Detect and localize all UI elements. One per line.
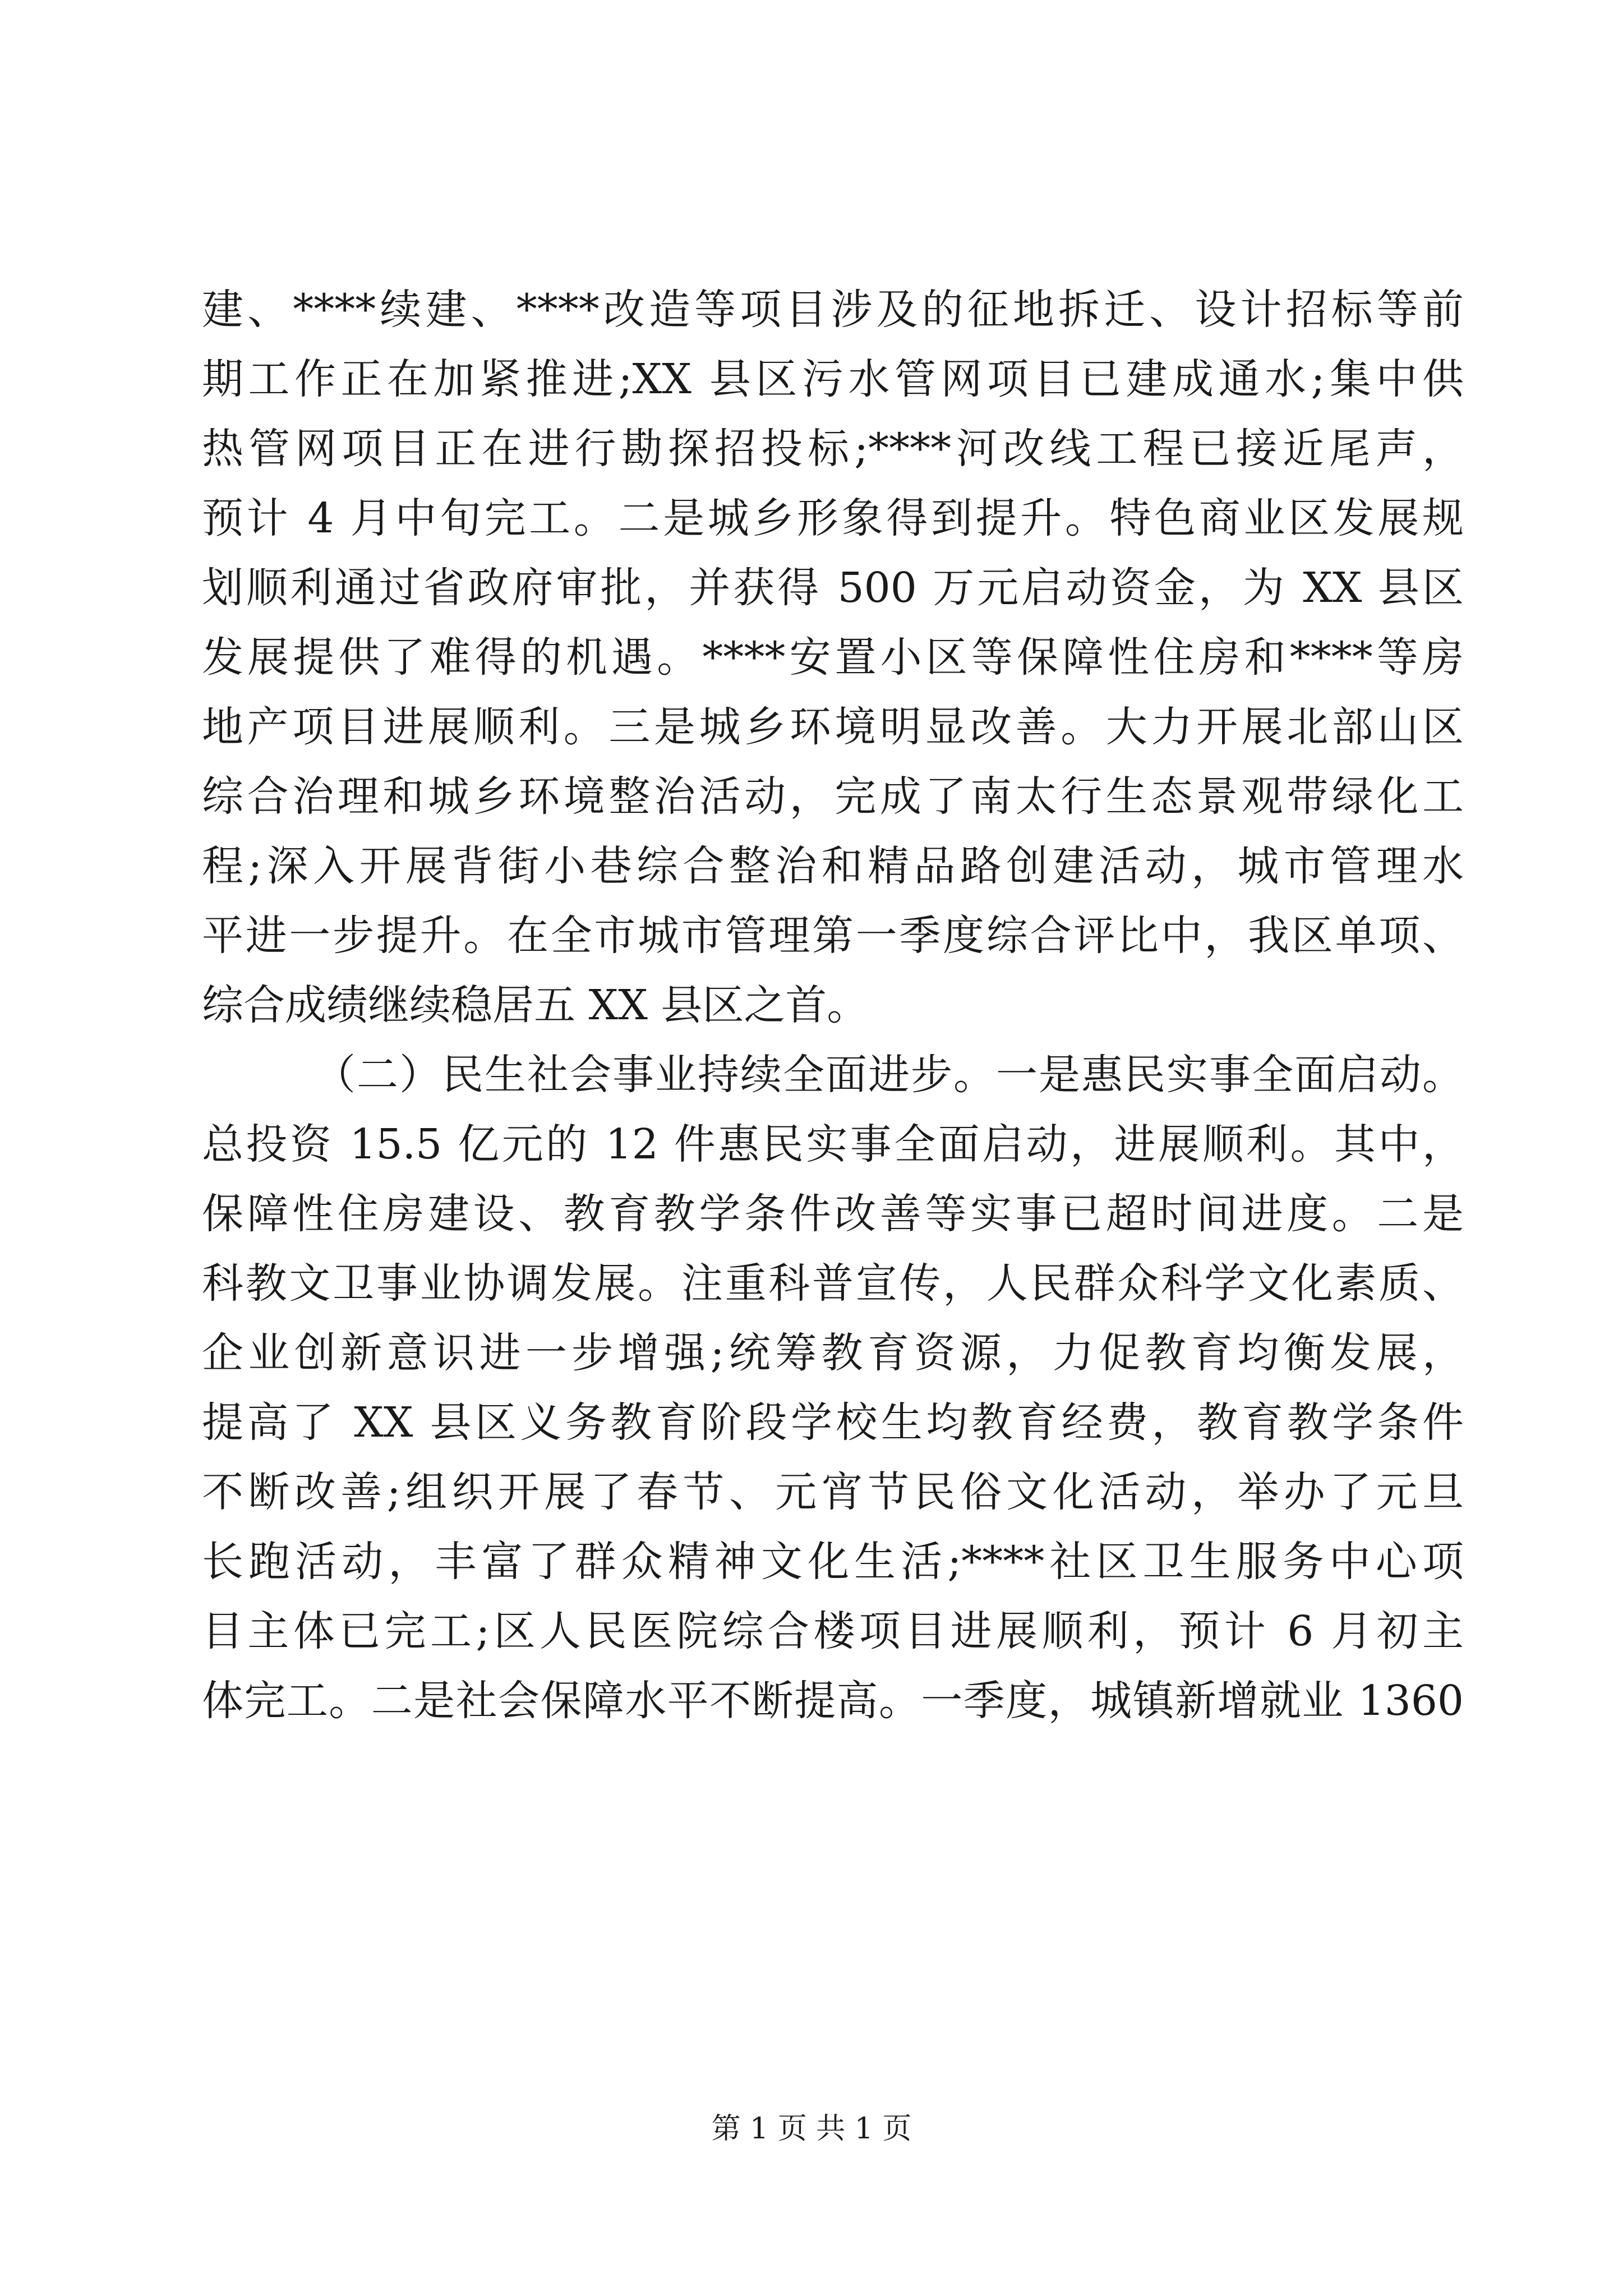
text-line: 期工作正在加紧推进;XX 县区污水管网项目已建成通水;集中供 <box>202 355 1464 403</box>
text-line: 程;深入开展背街小巷综合整治和精品路创建活动，城市管理水 <box>202 842 1464 890</box>
text-line: 平进一步提升。在全市城市管理第一季度综合评比中，我区单项、 <box>202 912 1464 960</box>
text-line: 目主体已完工;区人民医院综合楼项目进展顺利，预计 6 月初主 <box>202 1607 1464 1655</box>
text-line: 保障性住房建设、教育教学条件改善等实事已超时间进度。二是 <box>202 1190 1464 1238</box>
text-line: 发展提供了难得的机遇。****安置小区等保障性住房和****等房 <box>202 633 1464 682</box>
text-line: （二）民生社会事业持续全面进步。一是惠民实事全面启动。 <box>314 1051 1464 1099</box>
paragraph-2 <box>202 1040 1464 1736</box>
text-line: 建、****续建、****改造等项目涉及的征地拆迁、设计招标等前 <box>202 286 1464 334</box>
text-line: 划顺利通过省政府审批，并获得 500 万元启动资金，为 XX 县区 <box>202 564 1464 612</box>
text-line: 热管网项目正在进行勘探招投标;****河改线工程已接近尾声， <box>202 425 1464 473</box>
text-line: 综合成绩继续稳居五 XX 县区之首。 <box>202 981 869 1029</box>
text-line: 综合治理和城乡环境整治活动，完成了南太行生态景观带绿化工 <box>202 772 1464 821</box>
page-footer: 第 1 页 共 1 页 <box>711 2112 912 2146</box>
text-line: 提高了 XX 县区义务教育阶段学校生均教育经费，教育教学条件 <box>202 1398 1464 1447</box>
text-line: 地产项目进展顺利。三是城乡环境明显改善。大力开展北部山区 <box>202 703 1464 751</box>
text-line: 总投资 15.5 亿元的 12 件惠民实事全面启动，进展顺利。其中， <box>202 1120 1464 1168</box>
document-body <box>202 275 1464 1736</box>
paragraph-1 <box>202 275 1464 1040</box>
text-line: 预计 4 月中旬完工。二是城乡形象得到提升。特色商业区发展规 <box>202 494 1464 542</box>
text-line: 企业创新意识进一步增强;统筹教育资源，力促教育均衡发展， <box>202 1329 1464 1377</box>
text-line: 体完工。二是社会保障水平不断提高。一季度，城镇新增就业 1360 <box>202 1677 1464 1725</box>
text-line: 长跑活动，丰富了群众精神文化生活;****社区卫生服务中心项 <box>202 1538 1464 1586</box>
text-line: 不断改善;组织开展了春节、元宵节民俗文化活动，举办了元旦 <box>202 1468 1464 1516</box>
text-line: 科教文卫事业协调发展。注重科普宣传，人民群众科学文化素质、 <box>202 1259 1464 1308</box>
